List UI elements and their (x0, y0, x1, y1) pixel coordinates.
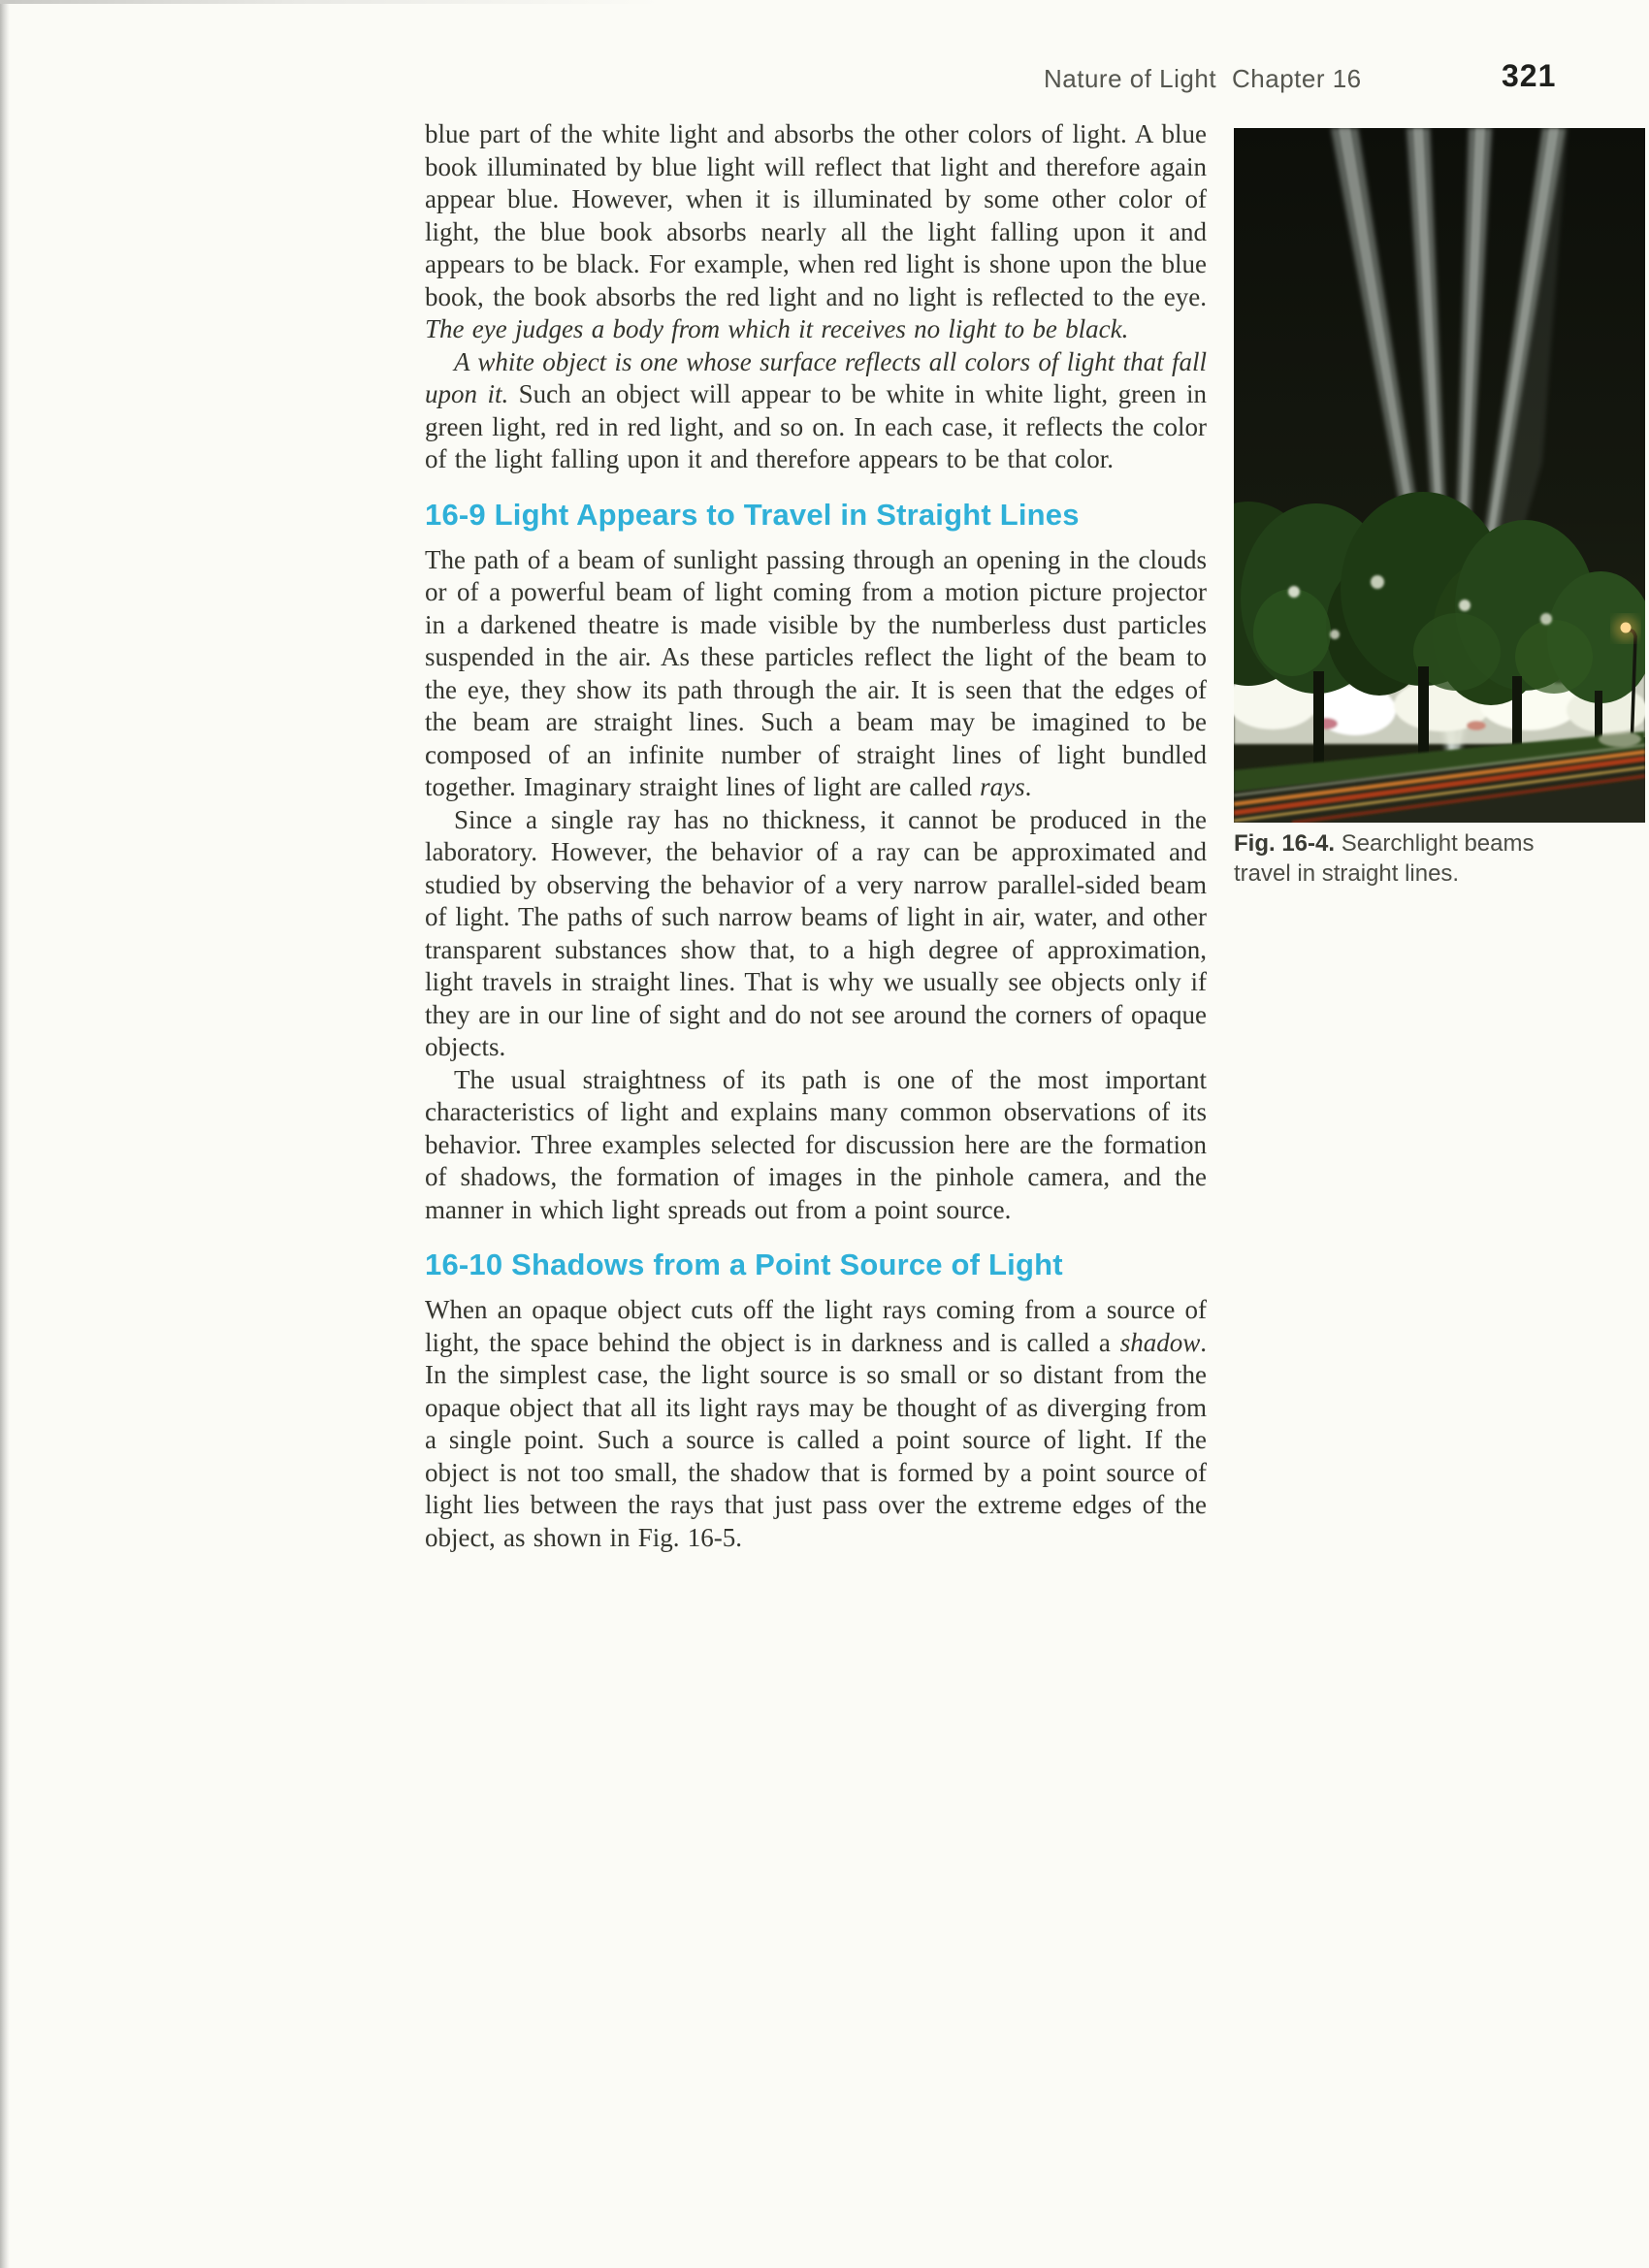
paragraph (425, 544, 1207, 804)
paragraph (425, 804, 1207, 1064)
text-run: Such an object will appear to be white in white light, green in green light, red in red light, and so on. In each case, it reflects the color of the light falling upon it and therefore appears to be that color. (425, 379, 1207, 473)
paragraph (425, 1294, 1207, 1554)
text-run: The usual straightness of its path is one of the most important characteristics of light and explains many common observations of its behavior. Three examples selected for discussion here are the formation of shadows, the formation of images in the pinhole camera, and the manner in which light spreads out from a point source. (425, 1064, 1207, 1224)
running-head-section: Nature of Light (1044, 64, 1217, 93)
body-text-column (425, 118, 1207, 1554)
text-run: When an opaque object cuts off the light rays coming from a source of light, the space behind the object is in darkness and is called a (425, 1295, 1207, 1357)
italic-text-run: The eye judges a body from which it receives no light to be black. (425, 314, 1129, 343)
figure-photo-searchlights (1234, 128, 1645, 823)
figure-caption (1234, 828, 1554, 889)
section-heading: 16-9 Light Appears to Travel in Straight Lines (425, 497, 1080, 532)
paragraph (425, 118, 1207, 346)
paragraph (425, 1064, 1207, 1227)
italic-text-run: shadow (1119, 1327, 1201, 1357)
paragraph (425, 346, 1207, 476)
page-top-shadow (0, 0, 1649, 4)
text-run: . In the simplest case, the light source is so small or so distant from the opaque object that all its light rays may be thought of as diverging from a single point. Such a source is called a point source of light. If the object is not too small, the shadow that is formed by a point source of light lies between the rays that just pass over the extreme edges of the object, as shown in Fig. 16-5. (425, 1327, 1207, 1552)
running-head-chapter: Chapter 16 (1232, 64, 1362, 93)
text-run: Since a single ray has no thickness, it cannot be produced in the laboratory. However, the behavior of a ray can be approximated and studied by observing the behavior of a very narrow parallel-sided beam of light. The paths of such narrow beams of light in air, water, and other transparent substances show that, to a high degree of approximation, light travels in straight lines. That is why we usually see objects only if they are in our line of sight and do not see around the corners of opaque objects. (425, 804, 1207, 1061)
text-run: blue part of the white light and absorbs the other colors of light. A blue book illuminated by blue light will reflect that light and therefore again appear blue. However, when it is illuminated by some other color of light, the blue book absorbs nearly all the light falling upon it and appears to be black. For example, when red light is shone upon the blue book, the book absorbs the red light and no light is reflected to the eye. (425, 119, 1207, 311)
text-run: The path of a beam of sunlight passing through an opening in the clouds or of a powerful beam of light coming from a motion picture projector in a darkened theatre is made visible by the numberless dust particles suspended in the air. As these particles reflect the light of the beam to the eye, they show its path through the air. It is seen that the edges of the beam are straight lines. Such a beam may be imagined to be composed of an infinite number of straight lines of light bundled together. Imaginary straight lines of light are called (425, 544, 1207, 801)
figure-caption-text: Searchlight beams travel in straight lines. (1234, 830, 1535, 887)
italic-text-run: A white object is one whose surface reflects all colors of light that fall upon it. (425, 346, 1207, 408)
figure-caption-label: Fig. 16-4. (1234, 830, 1336, 857)
text-run: . (1024, 772, 1032, 801)
section-heading: 16-10 Shadows from a Point Source of Light (425, 1247, 1063, 1281)
page-edge-shadow (0, 0, 10, 2268)
searchlight-photo-graphic (1234, 128, 1645, 823)
italic-text-run: rays (980, 772, 1025, 801)
page-number: 321 (1502, 58, 1557, 93)
running-head (0, 58, 1649, 101)
